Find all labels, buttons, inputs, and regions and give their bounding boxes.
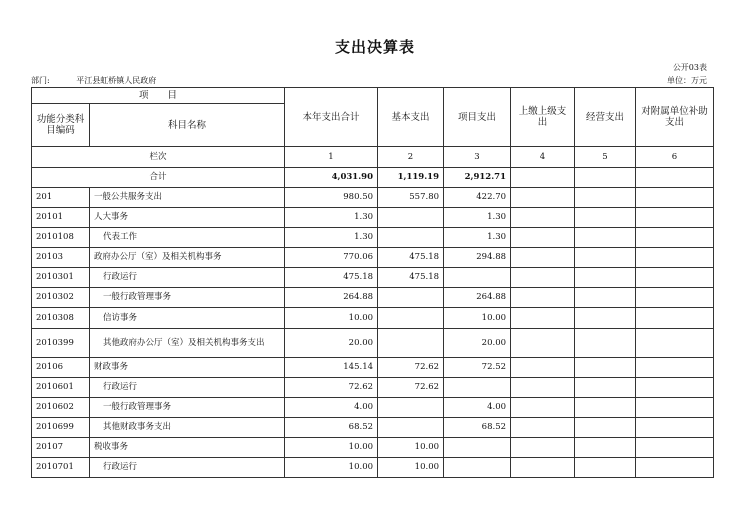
subsidiary-cell	[636, 398, 714, 418]
project-cell: 1.30	[444, 208, 511, 228]
table-row	[32, 378, 714, 398]
project-cell: 294.88	[444, 248, 511, 268]
func-code-cell: 2010701	[32, 458, 90, 478]
business-cell	[575, 418, 636, 438]
subject-name-cell: 政府办公厅（室）及相关机构事务	[90, 248, 285, 268]
subsidiary-cell	[636, 329, 714, 358]
upper-cell	[511, 358, 575, 378]
total-row-subsidiary	[636, 168, 714, 188]
subsidiary-cell	[636, 438, 714, 458]
table-row	[32, 308, 714, 329]
project-cell	[444, 268, 511, 288]
table-body	[32, 188, 714, 478]
subject-name-cell	[90, 329, 285, 358]
business-cell	[575, 358, 636, 378]
table-row	[32, 268, 714, 288]
basic-cell: 475.18	[378, 268, 444, 288]
business-cell	[575, 329, 636, 358]
subsidiary-cell	[636, 288, 714, 308]
expenditure-table	[31, 87, 714, 478]
func-code-cell: 2010399	[32, 329, 90, 358]
upper-cell	[511, 308, 575, 329]
subsidiary-cell	[636, 228, 714, 248]
business-cell	[575, 438, 636, 458]
func-code-cell: 2010602	[32, 398, 90, 418]
project-cell: 68.52	[444, 418, 511, 438]
total-cell: 1.30	[285, 208, 378, 228]
upper-cell	[511, 188, 575, 208]
func-code-cell: 2010699	[32, 418, 90, 438]
func-code-cell: 2010308	[32, 308, 90, 329]
basic-cell	[378, 288, 444, 308]
basic-cell: 10.00	[378, 458, 444, 478]
table-row	[32, 248, 714, 268]
business-cell	[575, 228, 636, 248]
column-index-1: 1	[285, 147, 378, 168]
total-cell: 10.00	[285, 438, 378, 458]
basic-cell	[378, 308, 444, 329]
basic-cell: 72.62	[378, 358, 444, 378]
subsidiary-cell	[636, 458, 714, 478]
total-cell: 68.52	[285, 418, 378, 438]
total-row-business	[575, 168, 636, 188]
subject-name-text: 一般行政管理事务	[103, 402, 172, 412]
upper-cell	[511, 378, 575, 398]
basic-cell	[378, 208, 444, 228]
project-cell: 264.88	[444, 288, 511, 308]
subsidiary-cell	[636, 378, 714, 398]
subject-name-cell	[90, 418, 285, 438]
subject-name-cell	[90, 398, 285, 418]
subject-name-text: 代表工作	[103, 232, 138, 242]
table-row	[32, 358, 714, 378]
project-header: 项目支出	[444, 88, 511, 147]
total-cell: 475.18	[285, 268, 378, 288]
basic-cell	[378, 329, 444, 358]
basic-cell	[378, 398, 444, 418]
subject-name-cell	[90, 378, 285, 398]
unit-label: 单位：万元	[667, 76, 707, 85]
upper-cell	[511, 418, 575, 438]
total-cell: 770.06	[285, 248, 378, 268]
subject-name-cell	[90, 308, 285, 329]
column-index-5: 5	[575, 147, 636, 168]
item-header: 项 目	[32, 88, 285, 104]
total-cell: 10.00	[285, 308, 378, 329]
basic-cell	[378, 418, 444, 438]
subject-name-text: 其他财政事务支出	[103, 422, 172, 432]
project-cell	[444, 378, 511, 398]
func-code-header: 功能分类科目编码	[32, 104, 90, 147]
subject-name-text: 行政运行	[103, 272, 138, 282]
func-code-cell: 20103	[32, 248, 90, 268]
subject-name-cell: 财政事务	[90, 358, 285, 378]
subject-name-text: 其他政府办公厅（室）及相关机构事务支出	[103, 337, 265, 348]
subject-name-cell	[90, 288, 285, 308]
func-code-cell: 20101	[32, 208, 90, 228]
func-code-cell: 2010301	[32, 268, 90, 288]
department-value: 平江县虹桥镇人民政府	[76, 76, 157, 85]
upper-cell	[511, 458, 575, 478]
total-cell: 980.50	[285, 188, 378, 208]
table-row	[32, 288, 714, 308]
subject-name-text: 信访事务	[103, 312, 138, 323]
func-code-cell: 20106	[32, 358, 90, 378]
total-cell: 145.14	[285, 358, 378, 378]
upper-cell	[511, 208, 575, 228]
basic-cell: 557.80	[378, 188, 444, 208]
business-cell	[575, 188, 636, 208]
upper-cell	[511, 268, 575, 288]
project-cell: 10.00	[444, 308, 511, 329]
table-row	[32, 398, 714, 418]
column-index-label: 栏次	[32, 147, 285, 168]
total-row-label: 合计	[32, 168, 285, 188]
column-index-2: 2	[378, 147, 444, 168]
table-row	[32, 458, 714, 478]
subject-name-cell	[90, 458, 285, 478]
total-row-project: 2,912.71	[444, 168, 511, 188]
upper-cell	[511, 248, 575, 268]
subsidiary-cell	[636, 248, 714, 268]
project-cell: 4.00	[444, 398, 511, 418]
project-cell	[444, 458, 511, 478]
business-header: 经营支出	[575, 88, 636, 147]
upper-header: 上缴上级支出	[511, 88, 575, 147]
table-row	[32, 418, 714, 438]
column-index-3: 3	[444, 147, 511, 168]
subsidiary-cell	[636, 268, 714, 288]
subject-name-cell: 人大事务	[90, 208, 285, 228]
business-cell	[575, 248, 636, 268]
business-cell	[575, 378, 636, 398]
total-cell: 20.00	[285, 329, 378, 358]
header-row-1	[32, 88, 714, 104]
table-row	[32, 188, 714, 208]
basic-header: 基本支出	[378, 88, 444, 147]
basic-cell: 10.00	[378, 438, 444, 458]
func-code-cell: 20107	[32, 438, 90, 458]
total-row-total: 4,031.90	[285, 168, 378, 188]
basic-cell	[378, 228, 444, 248]
subsidiary-cell	[636, 358, 714, 378]
upper-cell	[511, 288, 575, 308]
subject-name-header: 科目名称	[90, 104, 285, 147]
total-row-upper	[511, 168, 575, 188]
project-cell	[444, 438, 511, 458]
table-row	[32, 208, 714, 228]
subject-name-cell	[90, 228, 285, 248]
table-row	[32, 228, 714, 248]
subsidiary-cell	[636, 308, 714, 329]
subject-name-cell	[90, 268, 285, 288]
column-index-4: 4	[511, 147, 575, 168]
func-code-cell: 201	[32, 188, 90, 208]
subject-name-text: 一般行政管理事务	[103, 292, 172, 302]
total-cell: 4.00	[285, 398, 378, 418]
upper-cell	[511, 329, 575, 358]
project-cell: 20.00	[444, 329, 511, 358]
table-row	[32, 438, 714, 458]
subsidiary-cell	[636, 208, 714, 228]
column-index-row	[32, 147, 714, 168]
business-cell	[575, 458, 636, 478]
project-cell: 1.30	[444, 228, 511, 248]
total-cell: 1.30	[285, 228, 378, 248]
page-title: 支出决算表	[334, 38, 415, 56]
total-cell: 72.62	[285, 378, 378, 398]
subject-name-cell: 一般公共服务支出	[90, 188, 285, 208]
upper-cell	[511, 398, 575, 418]
basic-cell: 72.62	[378, 378, 444, 398]
project-cell: 422.70	[444, 188, 511, 208]
business-cell	[575, 288, 636, 308]
upper-cell	[511, 438, 575, 458]
business-cell	[575, 208, 636, 228]
department-line	[31, 75, 156, 86]
total-cell: 10.00	[285, 458, 378, 478]
total-row-basic: 1,119.19	[378, 168, 444, 188]
func-code-cell: 2010601	[32, 378, 90, 398]
column-index-6: 6	[636, 147, 714, 168]
subject-name-text: 行政运行	[103, 462, 138, 472]
subsidiary-cell	[636, 188, 714, 208]
total-cell: 264.88	[285, 288, 378, 308]
form-code: 公开03表	[672, 63, 707, 72]
business-cell	[575, 308, 636, 329]
total-header: 本年支出合计	[285, 88, 378, 147]
subsidiary-header: 对附属单位补助支出	[636, 88, 714, 147]
business-cell	[575, 268, 636, 288]
project-cell: 72.52	[444, 358, 511, 378]
table-row	[32, 329, 714, 358]
basic-cell: 475.18	[378, 248, 444, 268]
upper-cell	[511, 228, 575, 248]
business-cell	[575, 398, 636, 418]
func-code-cell: 2010108	[32, 228, 90, 248]
func-code-cell: 2010302	[32, 288, 90, 308]
subject-name-cell: 税收事务	[90, 438, 285, 458]
total-row	[32, 168, 714, 188]
subsidiary-cell	[636, 418, 714, 438]
subject-name-text: 行政运行	[103, 382, 138, 392]
department-label: 部门:	[31, 76, 50, 85]
